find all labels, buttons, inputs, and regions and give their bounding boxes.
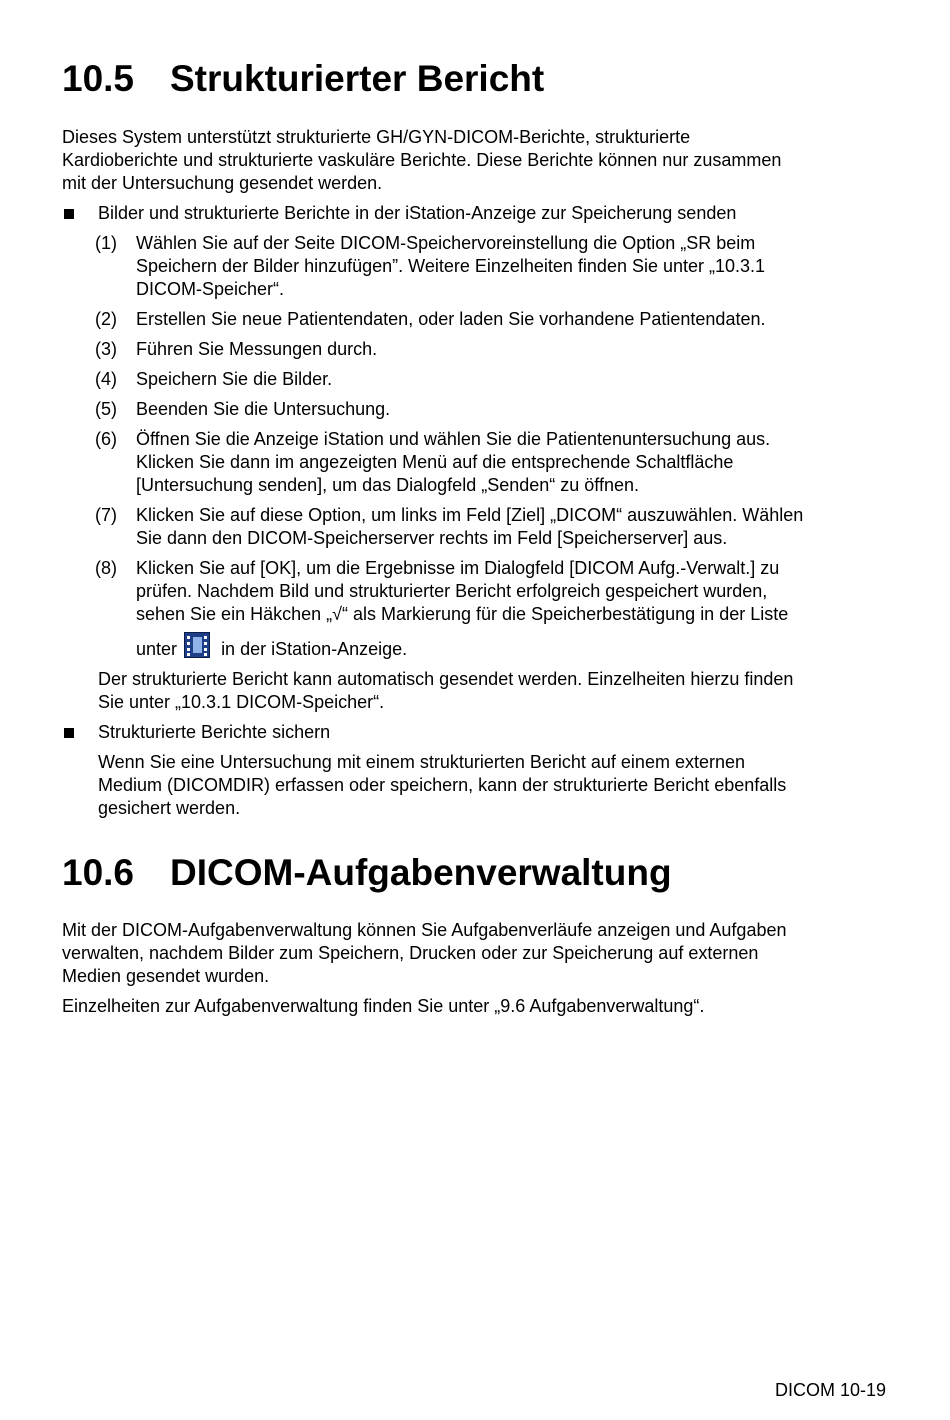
para-line: Mit der DICOM-Aufgabenverwaltung können Sie Aufgabenverläufe anzeigen und Aufgaben: [62, 920, 787, 940]
step-6: [62, 428, 892, 497]
step-number: (4): [95, 369, 117, 389]
step-8-icon-line: [136, 632, 407, 661]
step-line: Beenden Sie die Untersuchung.: [136, 399, 391, 419]
step-line: in der iStation-Anzeige.: [221, 639, 408, 659]
section-10-6-body: [62, 919, 892, 1018]
step-2: [62, 308, 892, 331]
step-line: unter: [136, 639, 178, 659]
task-manager-paragraph: [62, 919, 892, 988]
backup-line: gesichert werden.: [98, 798, 241, 818]
step-line: [Untersuchung senden], um das Dialogfeld „Senden“ zu öffnen.: [136, 475, 639, 495]
film-strip-icon: [184, 632, 210, 658]
backup-line: Wenn Sie eine Untersuchung mit einem strukturierten Bericht auf einem externen: [98, 752, 745, 772]
bullet-send-images: [62, 202, 892, 225]
section-number: 10.6: [62, 852, 135, 893]
intro-line: Dieses System unterstützt strukturierte GH/GYN-DICOM-Berichte, strukturierte: [62, 127, 691, 147]
intro-line: mit der Untersuchung gesendet werden.: [62, 173, 383, 193]
note-line: Sie unter „10.3.1 DICOM-Speicher“.: [98, 692, 385, 712]
section-10-5-heading: [62, 58, 882, 100]
section-title: Strukturierter Bericht: [170, 58, 545, 99]
step-4: [62, 368, 892, 391]
bullet-backup-reports: [62, 721, 892, 744]
intro-line: Kardioberichte und strukturierte vaskuläre Berichte. Diese Berichte können nur zusammen: [62, 150, 782, 170]
step-line: Speichern der Bilder hinzufügen”. Weitere Einzelheiten finden Sie unter „10.3.1: [136, 256, 766, 276]
bullet-text: Bilder und strukturierte Berichte in der iStation-Anzeige zur Speicherung senden: [98, 203, 737, 223]
step-line: Wählen Sie auf der Seite DICOM-Speichervoreinstellung die Option „SR beim: [136, 233, 756, 253]
step-1: [62, 232, 892, 301]
section-10-5-body: [62, 126, 892, 820]
step-line: Öffnen Sie die Anzeige iStation und wählen Sie die Patientenuntersuchung aus.: [136, 429, 771, 449]
bullet-square-icon: [64, 209, 74, 219]
step-line: Führen Sie Messungen durch.: [136, 339, 378, 359]
auto-send-note: [62, 668, 892, 714]
step-8: [62, 557, 892, 661]
step-number: (5): [95, 399, 117, 419]
intro-paragraph: [62, 126, 892, 195]
backup-line: Medium (DICOMDIR) erfassen oder speichern, kann der strukturierte Bericht ebenfalls: [98, 775, 787, 795]
step-number: (6): [95, 429, 117, 449]
step-3: [62, 338, 892, 361]
step-number: (7): [95, 505, 117, 525]
section-number: 10.5: [62, 58, 135, 99]
step-line: Klicken Sie dann im angezeigten Menü auf die entsprechende Schaltfläche: [136, 452, 734, 472]
section-title: DICOM-Aufgabenverwaltung: [170, 852, 672, 893]
step-number: (2): [95, 309, 117, 329]
step-line: Erstellen Sie neue Patientendaten, oder laden Sie vorhandene Patientendaten.: [136, 309, 766, 329]
step-line: Klicken Sie auf [OK], um die Ergebnisse im Dialogfeld [DICOM Aufg.-Verwalt.] zu: [136, 558, 780, 578]
backup-paragraph: [62, 751, 892, 820]
step-7: [62, 504, 892, 550]
bullet-text: Strukturierte Berichte sichern: [98, 722, 331, 742]
step-line: sehen Sie ein Häkchen „√“ als Markierung für die Speicherbestätigung in der Liste: [136, 604, 789, 624]
step-number: (1): [95, 233, 117, 253]
note-line: Der strukturierte Bericht kann automatisch gesendet werden. Einzelheiten hierzu finden: [98, 669, 794, 689]
para-line: Medien gesendet wurden.: [62, 966, 270, 986]
step-line: prüfen. Nachdem Bild und strukturierter Bericht erfolgreich gespeichert wurden,: [136, 581, 768, 601]
step-line: DICOM-Speicher“.: [136, 279, 285, 299]
page-footer: DICOM 10-19: [774, 1380, 886, 1400]
step-number: (8): [95, 558, 117, 578]
section-10-6-heading: [62, 852, 882, 894]
task-manager-reference: Einzelheiten zur Aufgabenverwaltung finden Sie unter „9.6 Aufgabenverwaltung“.: [62, 996, 705, 1016]
step-line: Sie dann den DICOM-Speicherserver rechts im Feld [Speicherserver] aus.: [136, 528, 728, 548]
step-number: (3): [95, 339, 117, 359]
step-5: [62, 398, 892, 421]
bullet-square-icon: [64, 728, 74, 738]
para-line: verwalten, nachdem Bilder zum Speichern, Drucken oder zur Speicherung auf externen: [62, 943, 759, 963]
step-line: Klicken Sie auf diese Option, um links im Feld [Ziel] „DICOM“ auszuwählen. Wählen: [136, 505, 804, 525]
step-line: Speichern Sie die Bilder.: [136, 369, 333, 389]
